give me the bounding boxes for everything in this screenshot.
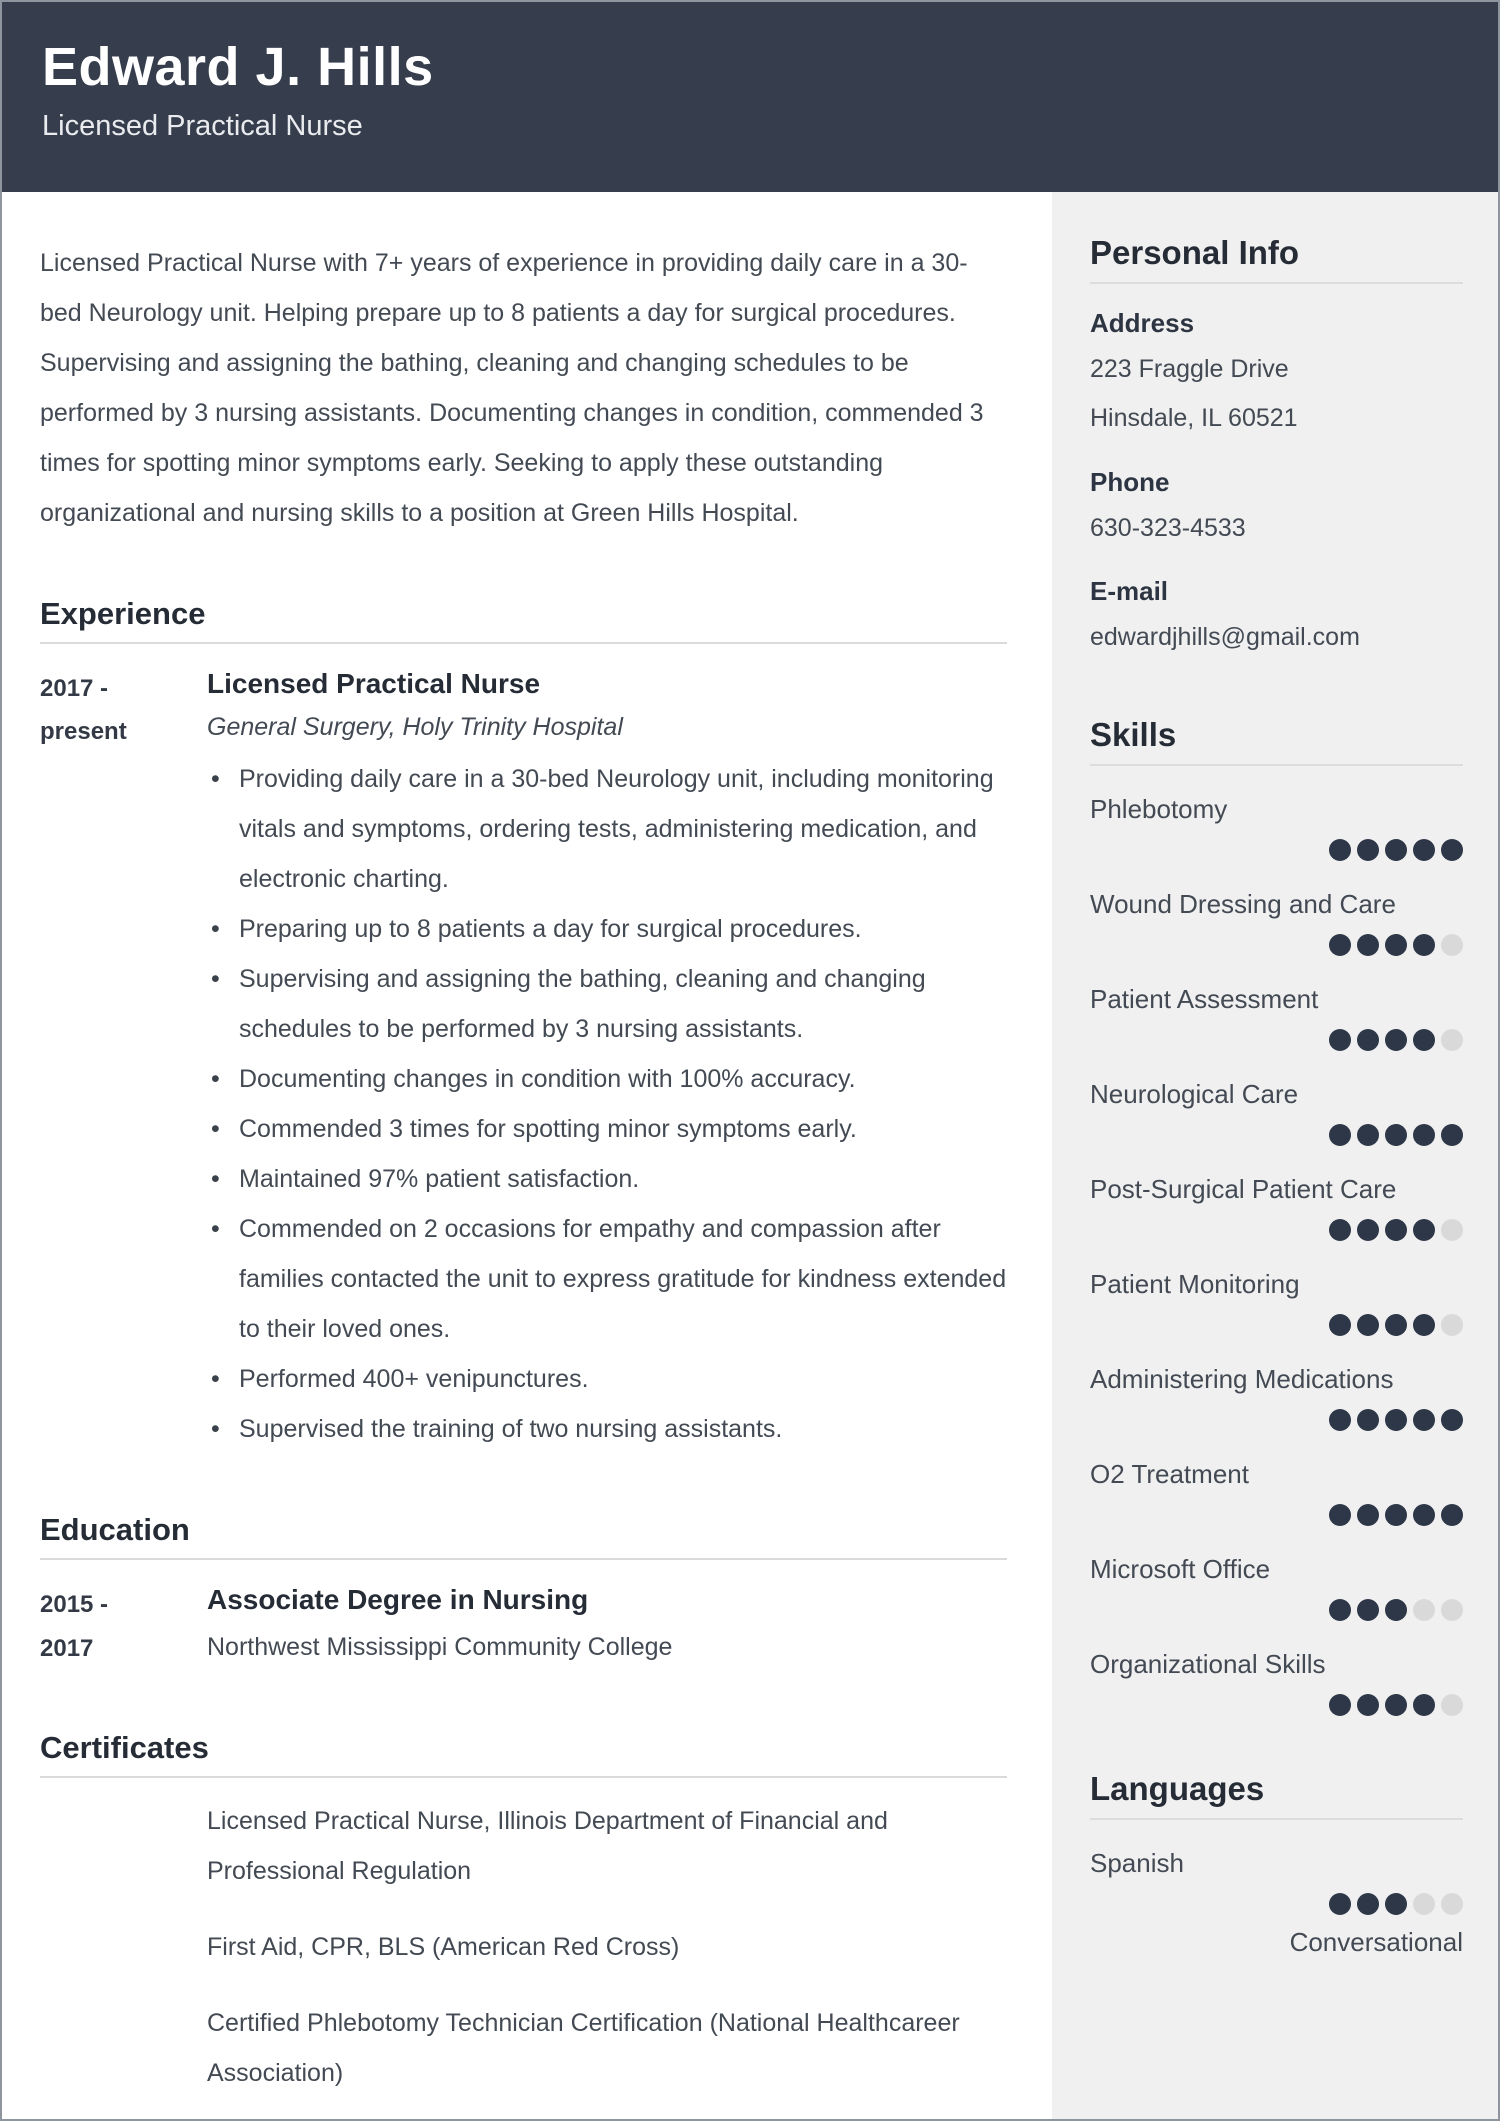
- rating-dot-empty: [1413, 1599, 1435, 1621]
- personal-info-value: edwardjhills@gmail.com: [1090, 623, 1360, 652]
- rating-dots: [1090, 1504, 1463, 1526]
- rating-dot-filled: [1385, 1219, 1407, 1241]
- experience-job-title: Licensed Practical Nurse: [207, 668, 541, 699]
- rating-dot-filled: [1413, 1219, 1435, 1241]
- education-entry: [40, 1578, 1007, 1671]
- personal-info-fields: [1090, 308, 1463, 662]
- experience-bullet: • Maintained 97% patient satisfaction.: [207, 1154, 1007, 1204]
- section-certificates: [40, 1730, 1007, 2098]
- skill-item: [1090, 984, 1463, 1051]
- rating-dots: [1090, 934, 1463, 956]
- rating-dot-empty: [1441, 1599, 1463, 1621]
- education-entry-body: [207, 1578, 1007, 1671]
- experience-bullet-list: [207, 754, 1007, 1454]
- rating-dot-filled: [1329, 1124, 1351, 1146]
- rating-dot-filled: [1329, 1219, 1351, 1241]
- rating-dot-empty: [1441, 1029, 1463, 1051]
- rating-dot-filled: [1385, 934, 1407, 956]
- skills-heading: Skills: [1090, 716, 1177, 753]
- skill-name: O2 Treatment: [1090, 1459, 1249, 1489]
- personal-info-label: Phone: [1090, 466, 1170, 497]
- skill-item: [1090, 1364, 1463, 1431]
- rating-dot-filled: [1385, 1124, 1407, 1146]
- experience-dates: [40, 662, 207, 1454]
- sidebar-divider: [1090, 1818, 1463, 1820]
- rating-dot-filled: [1357, 1124, 1379, 1146]
- personal-info-value: 223 Fraggle Drive: [1090, 355, 1289, 383]
- candidate-name: Edward J. Hills: [42, 37, 434, 97]
- rating-dot-filled: [1413, 1694, 1435, 1716]
- rating-dot-filled: [1385, 1029, 1407, 1051]
- experience-entry-body: [207, 662, 1007, 1454]
- skill-item: [1090, 1649, 1463, 1716]
- rating-dot-filled: [1413, 839, 1435, 861]
- rating-dot-filled: [1385, 1599, 1407, 1621]
- personal-info-heading: Personal Info: [1090, 234, 1300, 271]
- language-level: Conversational: [1289, 1927, 1463, 1957]
- personal-info-label: Address: [1090, 308, 1195, 338]
- rating-dot-empty: [1413, 1893, 1435, 1915]
- personal-info-value: 630-323-4533: [1090, 513, 1246, 542]
- experience-bullet: • Supervised the training of two nursing assistants.: [207, 1404, 1007, 1454]
- rating-dot-filled: [1357, 1504, 1379, 1526]
- rating-dot-filled: [1329, 1409, 1351, 1431]
- rating-dot-filled: [1413, 1409, 1435, 1431]
- languages-heading: Languages: [1090, 1770, 1265, 1807]
- education-date-to: 2017: [40, 1634, 94, 1662]
- rating-dot-filled: [1357, 1029, 1379, 1051]
- section-divider: [40, 1558, 1007, 1560]
- rating-dot-filled: [1357, 1893, 1379, 1915]
- rating-dot-empty: [1441, 934, 1463, 956]
- rating-dots: [1090, 1219, 1463, 1241]
- skill-name: Phlebotomy: [1090, 794, 1228, 824]
- education-dates: [40, 1578, 207, 1671]
- section-education: [40, 1512, 1007, 1671]
- personal-info-field: [1090, 308, 1463, 443]
- rating-dot-filled: [1329, 1504, 1351, 1526]
- rating-dot-filled: [1329, 1029, 1351, 1051]
- experience-heading: Experience: [40, 596, 206, 631]
- rating-dot-filled: [1329, 1694, 1351, 1716]
- rating-dot-filled: [1385, 839, 1407, 861]
- rating-dot-filled: [1329, 1599, 1351, 1621]
- rating-dot-filled: [1385, 1314, 1407, 1336]
- skill-name: Neurological Care: [1090, 1079, 1299, 1109]
- language-name: Spanish: [1090, 1848, 1184, 1878]
- skill-item: [1090, 1459, 1463, 1526]
- rating-dots: [1090, 1314, 1463, 1336]
- resume-body: [2, 192, 1498, 2121]
- skill-name: Patient Assessment: [1090, 984, 1319, 1014]
- experience-bullet: • Providing daily care in a 30-bed Neurology unit, including monitoring vitals and symptoms, ordering tests, administering medication, and electronic charting.: [207, 754, 1007, 904]
- rating-dot-filled: [1385, 1694, 1407, 1716]
- skill-item: [1090, 1079, 1463, 1146]
- experience-bullet: • Commended 3 times for spotting minor symptoms early.: [207, 1104, 1007, 1154]
- experience-bullet: • Documenting changes in condition with 100% accuracy.: [207, 1054, 1007, 1104]
- rating-dot-filled: [1357, 1694, 1379, 1716]
- candidate-job-title: Licensed Practical Nurse: [42, 110, 363, 143]
- rating-dot-empty: [1441, 1314, 1463, 1336]
- rating-dot-filled: [1329, 1893, 1351, 1915]
- skill-item: [1090, 1269, 1463, 1336]
- section-divider: [40, 1776, 1007, 1778]
- experience-company: General Surgery, Holy Trinity Hospital: [207, 713, 623, 742]
- experience-bullet: • Supervising and assigning the bathing, cleaning and changing schedules to be performed by 3 nursing assistants.: [207, 954, 1007, 1054]
- rating-dot-empty: [1441, 1893, 1463, 1915]
- rating-dot-empty: [1441, 1219, 1463, 1241]
- certificate-item: Licensed Practical Nurse, Illinois Department of Financial and Professional Regulation: [207, 1806, 888, 1885]
- personal-info-field: [1090, 467, 1463, 553]
- certificates-heading: Certificates: [40, 1729, 209, 1765]
- personal-info-label: E-mail: [1090, 576, 1169, 607]
- rating-dot-filled: [1357, 934, 1379, 956]
- rating-dot-filled: [1385, 1409, 1407, 1431]
- experience-bullet: • Preparing up to 8 patients a day for surgical procedures.: [207, 904, 1007, 954]
- skill-name: Microsoft Office: [1090, 1554, 1271, 1584]
- personal-info-value: Hinsdale, IL 60521: [1090, 403, 1298, 432]
- rating-dot-filled: [1385, 1893, 1407, 1915]
- rating-dot-filled: [1413, 934, 1435, 956]
- rating-dot-filled: [1329, 1314, 1351, 1336]
- languages-list: [1090, 1848, 1463, 1958]
- rating-dot-filled: [1413, 1504, 1435, 1526]
- rating-dot-filled: [1413, 1124, 1435, 1146]
- section-experience: [40, 596, 1007, 1454]
- rating-dot-filled: [1357, 839, 1379, 861]
- sidebar-divider: [1090, 764, 1463, 766]
- experience-bullet: • Performed 400+ venipunctures.: [207, 1354, 1007, 1404]
- experience-date-from: 2017 -: [40, 675, 109, 702]
- main-column: [2, 192, 1052, 2121]
- rating-dot-filled: [1329, 934, 1351, 956]
- rating-dots: [1090, 1599, 1463, 1621]
- rating-dots: [1090, 839, 1463, 861]
- summary-paragraph: Licensed Practical Nurse with 7+ years of experience in providing daily care in a 30-bed Neurology unit. Helping prepare up to 8 patients a day for surgical procedures. Supervising and assigning the bathing, cleaning and changing schedules to be performed by 3 nursing assistants. Documenting changes in condition, commended 3 times for spotting minor symptoms early. Seeking to apply these outstanding organizational and nursing skills to a position at Green Hills Hospital.: [40, 249, 984, 527]
- rating-dot-filled: [1441, 1504, 1463, 1526]
- rating-dots: [1090, 1893, 1463, 1915]
- experience-bullet: • Commended on 2 occasions for empathy and compassion after families contacted the unit to express gratitude for kindness extended to their loved ones.: [207, 1204, 1007, 1354]
- skill-item: [1090, 889, 1463, 956]
- section-divider: [40, 642, 1007, 644]
- rating-dots: [1090, 1124, 1463, 1146]
- skill-item: [1090, 1554, 1463, 1621]
- certificates-list: [207, 1796, 1007, 2098]
- education-degree: Associate Degree in Nursing: [207, 1584, 589, 1616]
- personal-info-field: [1090, 576, 1463, 662]
- sidebar-divider: [1090, 282, 1463, 284]
- rating-dot-filled: [1357, 1599, 1379, 1621]
- rating-dot-filled: [1413, 1029, 1435, 1051]
- skill-name: Post-Surgical Patient Care: [1090, 1174, 1397, 1204]
- skill-name: Wound Dressing and Care: [1090, 889, 1396, 919]
- rating-dot-filled: [1441, 1124, 1463, 1146]
- rating-dot-empty: [1441, 1694, 1463, 1716]
- rating-dot-filled: [1357, 1219, 1379, 1241]
- skill-item: [1090, 1174, 1463, 1241]
- education-heading: Education: [40, 1512, 190, 1548]
- experience-date-to: present: [40, 718, 127, 746]
- skill-name: Patient Monitoring: [1090, 1269, 1300, 1299]
- rating-dot-filled: [1385, 1504, 1407, 1526]
- education-school: Northwest Mississippi Community College: [207, 1632, 673, 1661]
- rating-dots: [1090, 1409, 1463, 1431]
- rating-dot-filled: [1413, 1314, 1435, 1336]
- skill-item: [1090, 794, 1463, 861]
- skills-list: [1090, 794, 1463, 1716]
- skill-name: Organizational Skills: [1090, 1649, 1326, 1679]
- skill-name: Administering Medications: [1090, 1364, 1394, 1394]
- rating-dot-filled: [1441, 839, 1463, 861]
- rating-dot-filled: [1357, 1314, 1379, 1336]
- rating-dots: [1090, 1694, 1463, 1716]
- education-date-from: 2015 -: [40, 1591, 109, 1619]
- language-item: [1090, 1848, 1463, 1958]
- certificate-item: First Aid, CPR, BLS (American Red Cross): [207, 1932, 680, 1961]
- rating-dots: [1090, 1029, 1463, 1051]
- experience-entry: [40, 662, 1007, 1454]
- rating-dot-filled: [1357, 1409, 1379, 1431]
- resume-header: [2, 2, 1498, 192]
- sidebar: [1052, 192, 1498, 2121]
- rating-dot-filled: [1441, 1409, 1463, 1431]
- rating-dot-filled: [1329, 839, 1351, 861]
- certificate-item: Certified Phlebotomy Technician Certification (National Healthcareer Association): [207, 2008, 960, 2087]
